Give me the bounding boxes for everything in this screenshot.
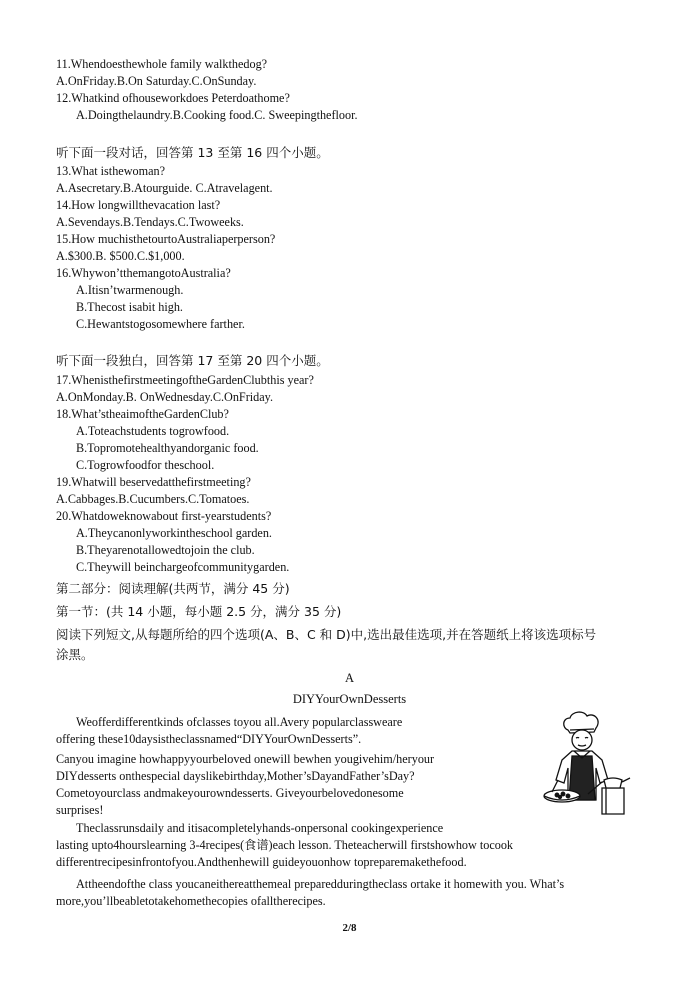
section-one-heading: 第一节：(共 14 小题，每小题 2.5 分，满分 35 分) xyxy=(56,604,342,619)
q20-option-c: C.Theywill beinchargeofcommunitygarden. xyxy=(76,560,290,574)
instruction-17-20: 听下面一段独白，回答第 17 至第 20 四个小题。 xyxy=(56,353,329,368)
q17-options: A.OnMonday.B. OnWednesday.C.OnFriday. xyxy=(56,390,274,404)
q16-stem: 16.Whywon’tthemangotoAustralia? xyxy=(56,266,231,280)
q16-option-b: B.Thecost isabit high. xyxy=(76,300,183,314)
q18-option-a: A.Toteachstudents togrowfood. xyxy=(76,424,230,438)
q12-stem: 12.Whatkind ofhouseworkdoes Peterdoathome? xyxy=(56,91,290,105)
passage-letter: A xyxy=(344,671,355,685)
q15-stem: 15.How muchisthetourtoAustraliaperperson? xyxy=(56,232,276,246)
q20-stem: 20.Whatdoweknowabout first-yearstudents? xyxy=(56,509,272,523)
page-number: 2/8 xyxy=(342,922,357,934)
chef-cooking-illustration xyxy=(532,708,632,818)
q14-stem: 14.How longwillthevacation last? xyxy=(56,198,221,212)
passage-p2-line-3: Cometoyourclass andmakeyourowndesserts. Giveyourbelovedonesome xyxy=(56,786,404,800)
q20-option-a: A.Theycanonlyworkintheschool garden. xyxy=(76,526,272,540)
passage-p3-line-2: lasting upto4hourslearning 3-4recipes(食谱)each lesson. Theteacherwill firstshowhow tocook xyxy=(56,838,514,852)
passage-p1-line-1: Weofferdifferentkinds ofclasses toyou all.Avery popularclassweare xyxy=(76,715,403,729)
q18-option-b: B.Topromotehealthyandorganic food. xyxy=(76,441,259,455)
q13-stem: 13.What isthewoman? xyxy=(56,164,165,178)
reading-instruction-line-2: 涂黑。 xyxy=(56,647,94,662)
q15-options: A.$300.B. $500.C.$1,000. xyxy=(56,249,185,263)
passage-p1-line-2: offering these10daysistheclassnamed“DIYYourOwnDesserts”. xyxy=(56,732,362,746)
passage-title: DIYYourOwnDesserts xyxy=(292,692,407,706)
q16-option-a: A.Itisn’twarmenough. xyxy=(76,283,184,297)
part-two-heading: 第二部分：阅读理解(共两节，满分 45 分) xyxy=(56,581,290,596)
q12-options: A.Doingthelaundry.B.Cooking food.C. Sweepingthefloor. xyxy=(76,108,358,122)
passage-p3-line-3: differentrecipesinfrontofyou.Andthenhewill guideyouonhow topreparemakethefood. xyxy=(56,855,467,869)
passage-p4-line-2: more,you’llbeabletotakehomethecopies ofalltherecipes. xyxy=(56,894,326,908)
passage-p2-line-4: surprises! xyxy=(56,803,104,817)
passage-p2-line-1: Canyou imagine howhappyyourbeloved onewill bewhen yougivehim/heryour xyxy=(56,752,435,766)
q11-options: A.OnFriday.B.On Saturday.C.OnSunday. xyxy=(56,74,257,88)
passage-p3-line-1: Theclassrunsdaily and itisacompletelyhands-onpersonal cookingexperience xyxy=(76,821,444,835)
instruction-13-16: 听下面一段对话，回答第 13 至第 16 四个小题。 xyxy=(56,145,329,160)
q18-stem: 18.What’stheaimoftheGardenClub? xyxy=(56,407,229,421)
q14-options: A.Sevendays.B.Tendays.C.Twoweeks. xyxy=(56,215,244,229)
q18-option-c: C.Togrowfoodfor theschool. xyxy=(76,458,215,472)
q19-stem: 19.Whatwill beservedatthefirstmeeting? xyxy=(56,475,251,489)
passage-p4-line-1: Attheendofthe class youcaneithereatthemeal preparedduringtheclass ortake it homewith you. What’s xyxy=(76,877,565,891)
q16-option-c: C.Hewantstogosomewhere farther. xyxy=(76,317,245,331)
q17-stem: 17.WhenisthefirstmeetingoftheGardenClubthis year? xyxy=(56,373,314,387)
q20-option-b: B.Theyarenotallowedtojoin the club. xyxy=(76,543,255,557)
q19-options: A.Cabbages.B.Cucumbers.C.Tomatoes. xyxy=(56,492,250,506)
q11-stem: 11.Whendoesthewhole family walkthedog? xyxy=(56,57,268,71)
passage-p2-line-2: DIYdesserts onthespecial dayslikebirthday,Mother’sDayandFather’sDay? xyxy=(56,769,415,783)
reading-instruction-line-1: 阅读下列短文,从每题所给的四个选项(A、B、C 和 D)中,选出最佳选项,并在答题纸上将该选项标号 xyxy=(56,627,597,642)
q13-options: A.Asecretary.B.Atourguide. C.Atravelagent. xyxy=(56,181,273,195)
